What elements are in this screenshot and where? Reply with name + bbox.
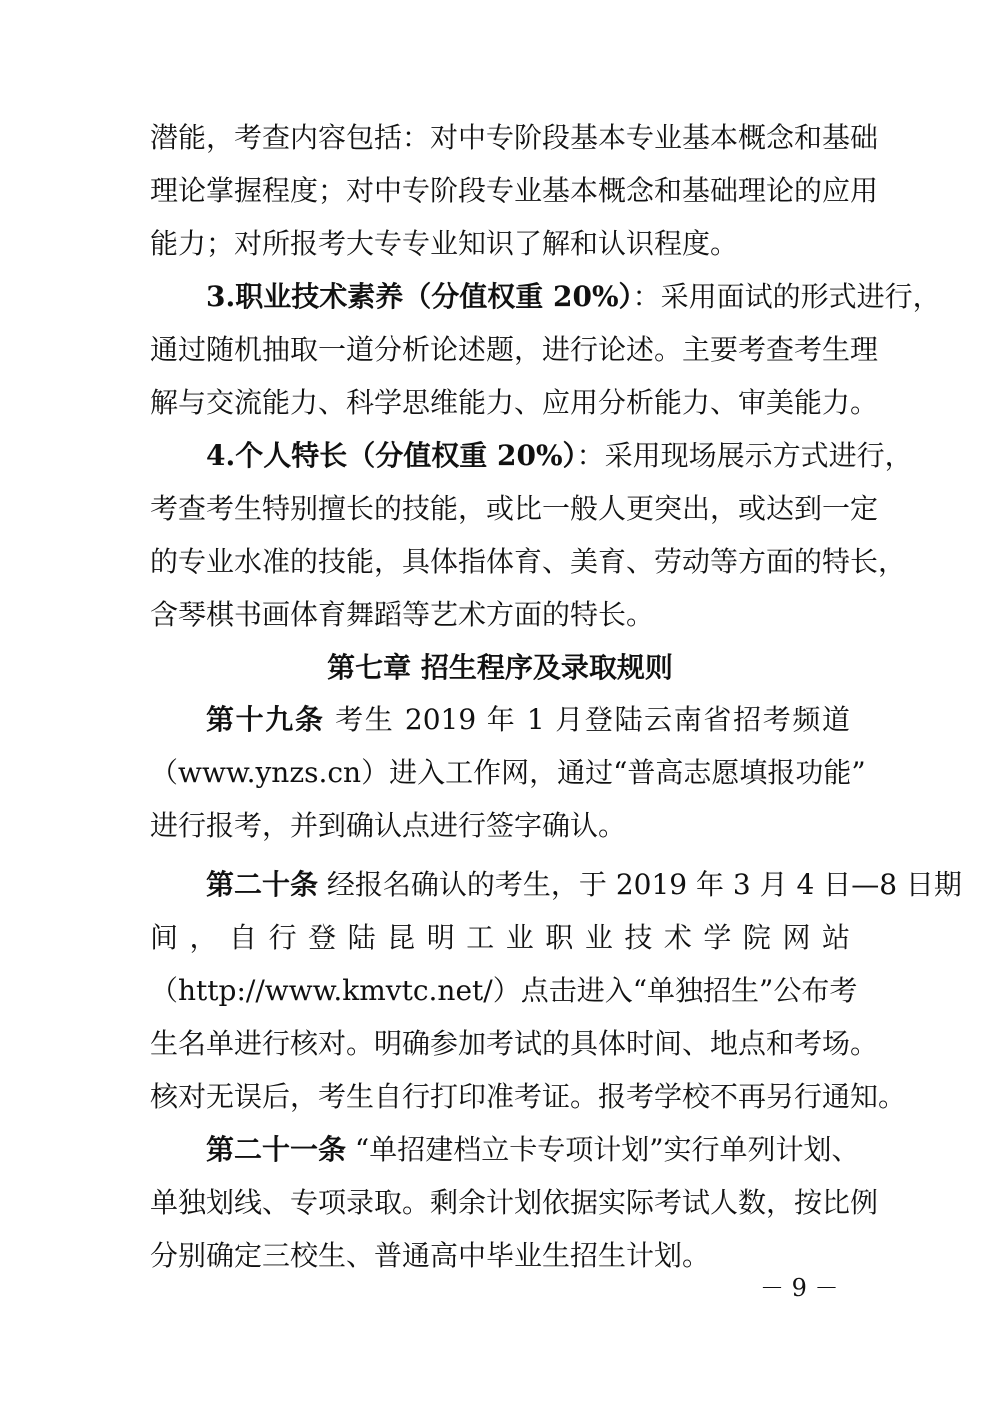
p3-lead: 4.个人特长（分值权重 20%） <box>206 439 577 472</box>
p3-line-2: 考查考生特别擅长的技能，或比一般人更突出，或达到一定 <box>150 492 879 525</box>
p3-line-4: 含琴棋书画体育舞蹈等艺术方面的特长。 <box>150 598 655 631</box>
art21-line-2: 单独划线、专项录取。剩余计划依据实际考试人数，按比例 <box>150 1186 879 1219</box>
p3-line-1 <box>206 438 913 474</box>
art19-line-2: （www.ynzs.cn）进入工作网，通过“普高志愿填报功能” <box>150 756 866 789</box>
art20-lead: 第二十条 <box>206 868 319 901</box>
art21-line-1-rest: “单招建档立卡专项计划”实行单列计划、 <box>346 1133 860 1166</box>
art21-line-3: 分别确定三校生、普通高中毕业生招生计划。 <box>150 1239 711 1272</box>
p3-line-3: 的专业水准的技能，具体指体育、美育、劳动等方面的特长， <box>150 545 907 578</box>
art21-lead: 第二十一条 <box>206 1133 347 1166</box>
p1-line-3: 能力；对所报考大专专业知识了解和认识程度。 <box>150 227 739 260</box>
art20-line-5: 核对无误后，考生自行打印准考证。报考学校不再另行通知。 <box>150 1080 907 1113</box>
art20-line-3: （http://www.kmvtc.net/）点击进入“单独招生”公布考 <box>150 974 858 1007</box>
page-number: － 9 － <box>760 1274 839 1302</box>
art19-line-1 <box>206 702 850 738</box>
p2-line-1 <box>206 279 941 315</box>
p2-line-1-rest: ：采用面试的形式进行， <box>632 280 941 313</box>
p3-line-1-rest: ：采用现场展示方式进行， <box>576 439 913 472</box>
chapter-heading: 第七章 招生程序及录取规则 <box>327 651 673 684</box>
art20-line-1-rest: 经报名确认的考生，于 2019 年 3 月 4 日—8 日期 <box>318 868 962 901</box>
art20-line-4: 生名单进行核对。明确参加考试的具体时间、地点和考场。 <box>150 1027 879 1060</box>
art20-line-2: 间，自行登陆昆明工业职业技术学院网站 <box>150 921 850 954</box>
art19-lead: 第十九条 <box>206 703 325 736</box>
art19-line-1-rest: 考生 2019 年 1 月登陆云南省招考频道 <box>324 703 850 736</box>
p2-lead: 3.职业技术素养（分值权重 20%） <box>206 280 633 313</box>
p2-line-3: 解与交流能力、科学思维能力、应用分析能力、审美能力。 <box>150 386 879 419</box>
p1-line-1: 潜能，考查内容包括：对中专阶段基本专业基本概念和基础 <box>150 121 879 154</box>
p2-line-2: 通过随机抽取一道分析论述题，进行论述。主要考查考生理 <box>150 333 879 366</box>
p1-line-2: 理论掌握程度；对中专阶段专业基本概念和基础理论的应用 <box>150 174 879 207</box>
art19-line-3: 进行报考，并到确认点进行签字确认。 <box>150 809 627 842</box>
art21-line-1 <box>206 1132 860 1168</box>
art20-line-1 <box>206 867 962 903</box>
